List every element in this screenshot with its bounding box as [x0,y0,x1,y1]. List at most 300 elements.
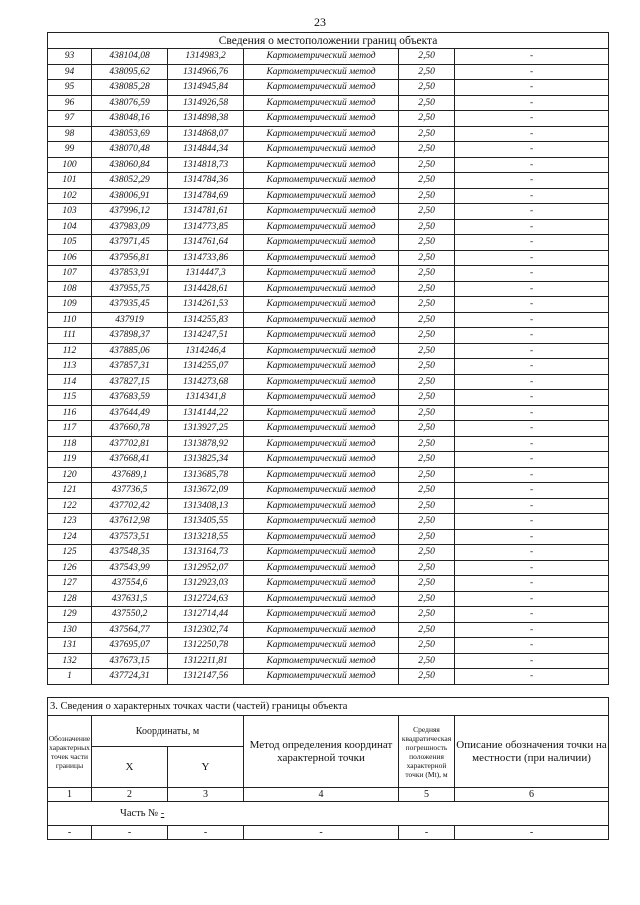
coord-y: 1313164,73 [168,545,244,561]
coord-y: 1314255,83 [168,312,244,328]
method: Картометрический метод [244,483,399,499]
coord-y: 1314983,2 [168,49,244,65]
accuracy: 2,50 [399,576,455,592]
point-number: 95 [48,80,92,96]
coord-y: 1313218,55 [168,529,244,545]
method: Картометрический метод [244,622,399,638]
accuracy: 2,50 [399,545,455,561]
point-number: 109 [48,297,92,313]
table-row [48,235,609,251]
part-row [48,802,609,826]
section3-table [47,697,609,840]
table-row [48,250,609,266]
coord-x: 437885,06 [92,343,168,359]
coord-x: 438060,84 [92,157,168,173]
coord-x: 438048,16 [92,111,168,127]
point-number: 115 [48,390,92,406]
description: - [455,173,609,189]
accuracy: 2,50 [399,266,455,282]
table-row [48,405,609,421]
method: Картометрический метод [244,250,399,266]
table-row [48,359,609,375]
method: Картометрический метод [244,359,399,375]
accuracy: 2,50 [399,359,455,375]
method: Картометрический метод [244,80,399,96]
coord-x: 438006,91 [92,188,168,204]
coord-y: 1314341,8 [168,390,244,406]
table-row [48,607,609,623]
method: Картометрический метод [244,188,399,204]
accuracy: 2,50 [399,157,455,173]
accuracy: 2,50 [399,405,455,421]
description: - [455,281,609,297]
accuracy: 2,50 [399,390,455,406]
method: Картометрический метод [244,498,399,514]
accuracy: 2,50 [399,343,455,359]
coord-x: 437983,09 [92,219,168,235]
method: Картометрический метод [244,266,399,282]
coord-x: 438052,29 [92,173,168,189]
table-row [48,591,609,607]
col-method-header: Метод определения координат характерной точки [244,716,399,788]
coord-y: 1314966,76 [168,64,244,80]
coord-y: 1312302,74 [168,622,244,638]
accuracy: 2,50 [399,250,455,266]
method: Картометрический метод [244,421,399,437]
description: - [455,545,609,561]
description: - [455,607,609,623]
coord-y: 1314144,22 [168,405,244,421]
coord-y: 1313927,25 [168,421,244,437]
coord-y: 1314247,51 [168,328,244,344]
coord-x: 438076,59 [92,95,168,111]
accuracy: 2,50 [399,80,455,96]
accuracy: 2,50 [399,328,455,344]
point-number: 119 [48,452,92,468]
table-row [48,374,609,390]
coord-x: 437702,42 [92,498,168,514]
coord-x: 437857,31 [92,359,168,375]
description: - [455,126,609,142]
coord-x: 437702,81 [92,436,168,452]
accuracy: 2,50 [399,312,455,328]
table-row [48,64,609,80]
point-number: 129 [48,607,92,623]
coord-y: 1314784,36 [168,173,244,189]
description: - [455,467,609,483]
coord-y: 1314273,68 [168,374,244,390]
accuracy: 2,50 [399,281,455,297]
method: Картометрический метод [244,529,399,545]
description: - [455,95,609,111]
empty-cell: - [399,826,455,840]
point-number: 98 [48,126,92,142]
point-number: 122 [48,498,92,514]
accuracy: 2,50 [399,111,455,127]
coord-x: 437898,37 [92,328,168,344]
table-row [48,529,609,545]
table-row [48,576,609,592]
coord-y: 1313825,34 [168,452,244,468]
description: - [455,49,609,65]
table-row [48,95,609,111]
coord-x: 437955,75 [92,281,168,297]
coord-x: 437564,77 [92,622,168,638]
table-row [48,142,609,158]
method: Картометрический метод [244,111,399,127]
coord-x: 437956,81 [92,250,168,266]
point-number: 107 [48,266,92,282]
accuracy: 2,50 [399,173,455,189]
description: - [455,235,609,251]
coord-y: 1313878,92 [168,436,244,452]
point-number: 106 [48,250,92,266]
empty-cell: - [92,826,168,840]
method: Картометрический метод [244,281,399,297]
col-point-header: Обозначение характерных точек части границы [48,716,92,788]
description: - [455,653,609,669]
description: - [455,188,609,204]
coord-x: 437695,07 [92,638,168,654]
accuracy: 2,50 [399,452,455,468]
point-number: 126 [48,560,92,576]
description: - [455,669,609,685]
coord-y: 1314844,34 [168,142,244,158]
coord-x: 438095,62 [92,64,168,80]
method: Картометрический метод [244,219,399,235]
coord-x: 437683,59 [92,390,168,406]
description: - [455,529,609,545]
point-number: 128 [48,591,92,607]
table-row [48,669,609,685]
method: Картометрический метод [244,436,399,452]
accuracy: 2,50 [399,622,455,638]
point-number: 125 [48,545,92,561]
table-row [48,173,609,189]
method: Картометрический метод [244,374,399,390]
description: - [455,142,609,158]
accuracy: 2,50 [399,204,455,220]
table-row [48,111,609,127]
coord-x: 438053,69 [92,126,168,142]
method: Картометрический метод [244,173,399,189]
table-row [48,421,609,437]
coord-y: 1314818,73 [168,157,244,173]
point-number: 117 [48,421,92,437]
coord-x: 438070,48 [92,142,168,158]
col-accuracy-header: Средняя квадратическая погрешность положения характерной точки (Mt), м [399,716,455,788]
method: Картометрический метод [244,452,399,468]
accuracy: 2,50 [399,436,455,452]
method: Картометрический метод [244,49,399,65]
coord-x: 437935,45 [92,297,168,313]
method: Картометрический метод [244,390,399,406]
col-number: 2 [92,788,168,802]
method: Картометрический метод [244,343,399,359]
point-number: 131 [48,638,92,654]
coord-y: 1314255,07 [168,359,244,375]
table-row [48,281,609,297]
accuracy: 2,50 [399,560,455,576]
point-number: 97 [48,111,92,127]
description: - [455,328,609,344]
table-row [48,204,609,220]
method: Картометрический метод [244,607,399,623]
coord-x: 437548,35 [92,545,168,561]
description: - [455,219,609,235]
method: Картометрический метод [244,576,399,592]
table-row [48,188,609,204]
method: Картометрический метод [244,64,399,80]
col-y-header: Y [168,747,244,788]
table-row [48,266,609,282]
point-number: 113 [48,359,92,375]
accuracy: 2,50 [399,188,455,204]
method: Картометрический метод [244,467,399,483]
coord-y: 1314733,86 [168,250,244,266]
accuracy: 2,50 [399,529,455,545]
point-number: 103 [48,204,92,220]
method: Картометрический метод [244,545,399,561]
accuracy: 2,50 [399,49,455,65]
empty-cell: - [168,826,244,840]
accuracy: 2,50 [399,235,455,251]
method: Картометрический метод [244,405,399,421]
coord-y: 1312714,44 [168,607,244,623]
coordinates-table [47,32,609,685]
point-number: 94 [48,64,92,80]
coord-y: 1314261,53 [168,297,244,313]
coord-y: 1314773,85 [168,219,244,235]
accuracy: 2,50 [399,64,455,80]
coord-x: 437612,98 [92,514,168,530]
point-number: 1 [48,669,92,685]
coord-x: 437550,2 [92,607,168,623]
point-number: 108 [48,281,92,297]
accuracy: 2,50 [399,421,455,437]
coord-y: 1314781,61 [168,204,244,220]
description: - [455,498,609,514]
coord-x: 437573,51 [92,529,168,545]
table-row [48,328,609,344]
description: - [455,560,609,576]
description: - [455,64,609,80]
accuracy: 2,50 [399,607,455,623]
method: Картометрический метод [244,126,399,142]
description: - [455,591,609,607]
empty-cell: - [455,826,609,840]
coord-y: 1313672,09 [168,483,244,499]
section3-title: 3. Сведения о характерных точках части (частей) границы объекта [48,698,609,716]
description: - [455,297,609,313]
point-number: 132 [48,653,92,669]
coord-x: 437996,12 [92,204,168,220]
point-number: 123 [48,514,92,530]
coord-y: 1313408,13 [168,498,244,514]
coord-y: 1314246,4 [168,343,244,359]
table-row [48,483,609,499]
accuracy: 2,50 [399,591,455,607]
accuracy: 2,50 [399,126,455,142]
part-label: Часть № [120,808,159,819]
table-row [48,622,609,638]
method: Картометрический метод [244,235,399,251]
method: Картометрический метод [244,514,399,530]
coord-x: 437660,78 [92,421,168,437]
accuracy: 2,50 [399,514,455,530]
point-number: 127 [48,576,92,592]
coord-y: 1314868,07 [168,126,244,142]
col-number: 6 [455,788,609,802]
description: - [455,638,609,654]
empty-cell: - [244,826,399,840]
page-number: 23 [314,15,326,29]
point-number: 118 [48,436,92,452]
coord-y: 1312211,81 [168,653,244,669]
point-number: 93 [48,49,92,65]
table-row [48,560,609,576]
coord-x: 437689,1 [92,467,168,483]
col-number: 1 [48,788,92,802]
coord-y: 1312923,03 [168,576,244,592]
coord-y: 1314926,58 [168,95,244,111]
table-row [48,312,609,328]
point-number: 104 [48,219,92,235]
description: - [455,343,609,359]
description: - [455,452,609,468]
coord-x: 437853,91 [92,266,168,282]
point-number: 114 [48,374,92,390]
coord-x: 437631,5 [92,591,168,607]
table-row [48,436,609,452]
coordinates-table-title: Сведения о местоположении границ объекта [48,33,609,49]
col-number: 5 [399,788,455,802]
table-row [48,545,609,561]
table-row [48,219,609,235]
description: - [455,157,609,173]
table-row [48,653,609,669]
point-number: 121 [48,483,92,499]
table-row [48,514,609,530]
col-desc-header: Описание обозначения точки на местности (при наличии) [455,716,609,788]
point-number: 110 [48,312,92,328]
method: Картометрический метод [244,328,399,344]
accuracy: 2,50 [399,638,455,654]
point-number: 99 [48,142,92,158]
description: - [455,374,609,390]
coord-y: 1312250,78 [168,638,244,654]
method: Картометрический метод [244,204,399,220]
table-row [48,297,609,313]
point-number: 100 [48,157,92,173]
accuracy: 2,50 [399,374,455,390]
accuracy: 2,50 [399,467,455,483]
table-row [48,390,609,406]
accuracy: 2,50 [399,483,455,499]
coord-x: 437554,6 [92,576,168,592]
col-coords-header: Координаты, м [92,716,244,747]
description: - [455,111,609,127]
method: Картометрический метод [244,297,399,313]
method: Картометрический метод [244,312,399,328]
accuracy: 2,50 [399,297,455,313]
table-row [48,467,609,483]
coord-x: 437673,15 [92,653,168,669]
coord-x: 437919 [92,312,168,328]
description: - [455,436,609,452]
coord-y: 1312147,56 [168,669,244,685]
coord-x: 437827,15 [92,374,168,390]
description: - [455,80,609,96]
coord-x: 437644,49 [92,405,168,421]
description: - [455,266,609,282]
table-row [48,49,609,65]
coord-x: 437971,45 [92,235,168,251]
coord-y: 1314447,3 [168,266,244,282]
point-number: 120 [48,467,92,483]
coord-y: 1314761,64 [168,235,244,251]
point-number: 111 [48,328,92,344]
method: Картометрический метод [244,95,399,111]
point-number: 96 [48,95,92,111]
method: Картометрический метод [244,638,399,654]
part-value: - [160,808,165,819]
coord-x: 437724,31 [92,669,168,685]
empty-cell: - [48,826,92,840]
description: - [455,622,609,638]
table-row [48,80,609,96]
accuracy: 2,50 [399,669,455,685]
accuracy: 2,50 [399,95,455,111]
point-number: 130 [48,622,92,638]
coord-x: 438104,08 [92,49,168,65]
point-number: 124 [48,529,92,545]
coord-x: 437736,5 [92,483,168,499]
description: - [455,312,609,328]
coord-y: 1313685,78 [168,467,244,483]
point-number: 116 [48,405,92,421]
description: - [455,421,609,437]
coord-y: 1314898,38 [168,111,244,127]
coord-y: 1312952,07 [168,560,244,576]
method: Картометрический метод [244,669,399,685]
col-number: 4 [244,788,399,802]
table-row [48,498,609,514]
coord-y: 1314784,69 [168,188,244,204]
table-row [48,157,609,173]
table-row [48,343,609,359]
coord-y: 1314945,84 [168,80,244,96]
method: Картометрический метод [244,157,399,173]
table-row [48,638,609,654]
point-number: 101 [48,173,92,189]
point-number: 105 [48,235,92,251]
coord-y: 1312724,63 [168,591,244,607]
coord-x: 437668,41 [92,452,168,468]
method: Картометрический метод [244,142,399,158]
point-number: 102 [48,188,92,204]
description: - [455,483,609,499]
coord-y: 1313405,55 [168,514,244,530]
description: - [455,204,609,220]
description: - [455,576,609,592]
description: - [455,514,609,530]
col-number: 3 [168,788,244,802]
accuracy: 2,50 [399,219,455,235]
description: - [455,405,609,421]
point-number: 112 [48,343,92,359]
col-x-header: X [92,747,168,788]
